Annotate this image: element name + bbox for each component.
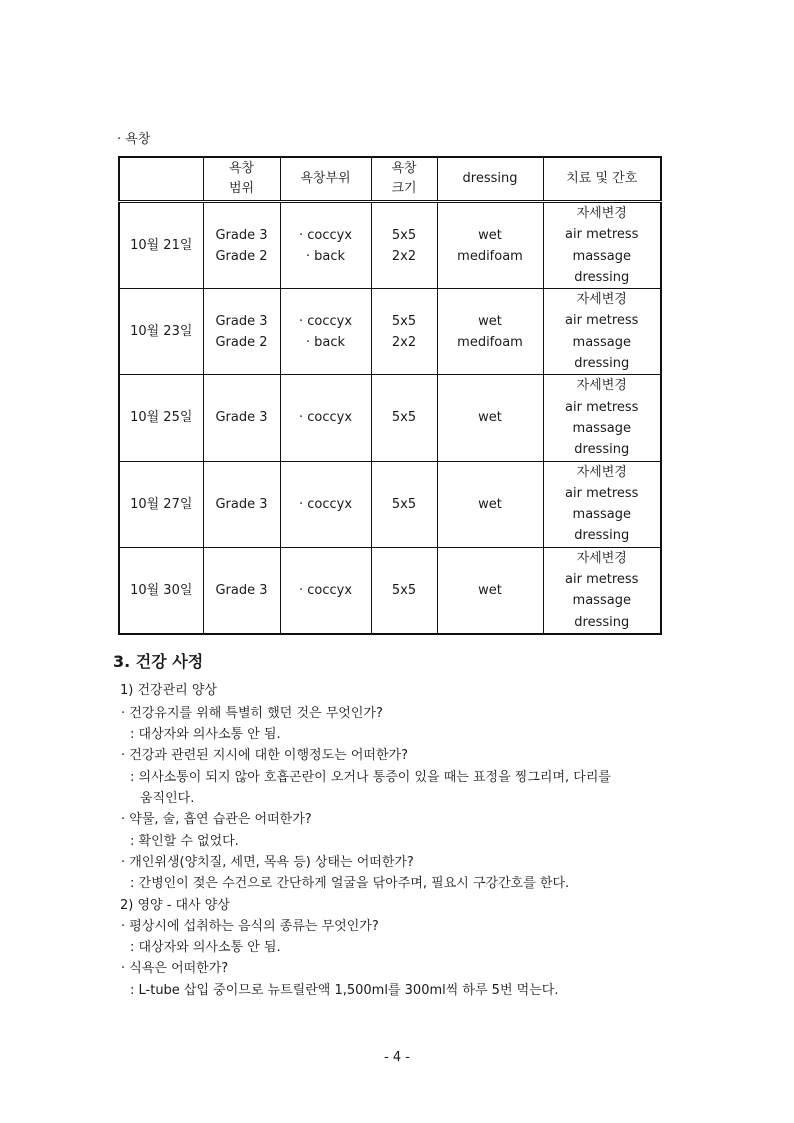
site-cell — [280, 202, 371, 289]
answer-4: : 간병인이 젖은 수건으로 간단하게 얼굴을 닦아주며, 필요시 구강간호를 한다. — [130, 876, 570, 891]
subheading-nutrition-metabolism: 2) 영양 - 대사 양상 — [120, 898, 230, 913]
care-line: air metress — [565, 313, 639, 329]
site-cell — [280, 461, 371, 547]
care-line: dressing — [574, 614, 630, 630]
page-number: - 4 - — [384, 1050, 410, 1065]
size-line: 5x5 — [391, 227, 417, 243]
size-cell — [371, 375, 437, 461]
care-line: massage — [572, 593, 631, 609]
question-4: · 개인위생(양치질, 세면, 목욕 등) 상태는 어떠한가? — [121, 855, 414, 870]
size-cell — [371, 202, 437, 289]
care-cell — [543, 461, 661, 547]
grade-line: Grade 2 — [215, 248, 268, 264]
size-cell — [371, 461, 437, 547]
care-cell — [543, 202, 661, 289]
table-row — [119, 461, 661, 547]
care-line: massage — [572, 334, 631, 350]
header-dressing: dressing — [437, 157, 543, 202]
dressing-cell — [437, 547, 543, 634]
care-line: dressing — [574, 356, 630, 372]
grade-line: Grade 3 — [215, 582, 268, 598]
grade-cell — [203, 547, 280, 634]
size-line: 5x5 — [391, 582, 417, 598]
dressing-line: wet — [478, 496, 502, 512]
subheading-health-management: 1) 건강관리 양상 — [120, 683, 217, 698]
header-range — [203, 157, 280, 202]
answer-1: : 대상자와 의사소통 안 됨. — [130, 727, 281, 742]
table-row — [119, 375, 661, 461]
size-line: 5x5 — [391, 410, 417, 426]
site-line: · coccyx — [298, 496, 353, 512]
care-line: 자세변경 — [576, 464, 627, 480]
date-cell: 10월 23일 — [119, 289, 203, 375]
dressing-line: wet — [478, 582, 502, 598]
answer-3: : 확인할 수 없었다. — [130, 834, 239, 849]
dressing-line: wet — [478, 313, 502, 329]
header-care: 치료 및 간호 — [543, 157, 661, 202]
grade-line: Grade 3 — [215, 410, 268, 426]
site-cell — [280, 375, 371, 461]
grade-line: Grade 3 — [215, 496, 268, 512]
header-range-line1: 욕창 — [228, 161, 255, 176]
question-1: · 건강유지를 위해 특별히 했던 것은 무엇인가? — [121, 706, 383, 721]
dressing-line: medifoam — [457, 334, 523, 350]
site-line: · back — [305, 248, 346, 264]
care-line: 자세변경 — [576, 378, 627, 394]
care-cell — [543, 547, 661, 634]
site-line: · coccyx — [298, 582, 353, 598]
grade-line: Grade 3 — [215, 227, 268, 243]
dressing-cell — [437, 202, 543, 289]
header-date — [119, 157, 203, 202]
care-line: dressing — [574, 269, 630, 285]
size-line: 2x2 — [391, 248, 417, 264]
size-line: 5x5 — [391, 496, 417, 512]
question-3: · 약물, 술, 흡연 습관은 어떠한가? — [121, 812, 312, 827]
answer-2-line1: : 의사소통이 되지 않아 호흡곤란이 오거나 통증이 있을 때는 표정을 찡그리며, 다리를 — [130, 770, 611, 785]
care-line: massage — [572, 248, 631, 264]
table-row — [119, 289, 661, 375]
dressing-cell — [437, 289, 543, 375]
care-line: dressing — [574, 442, 630, 458]
dressing-cell — [437, 461, 543, 547]
grade-cell — [203, 289, 280, 375]
header-site: 욕창부위 — [280, 157, 371, 202]
size-cell — [371, 547, 437, 634]
site-line: · coccyx — [298, 410, 353, 426]
care-line: dressing — [574, 528, 630, 544]
site-cell — [280, 547, 371, 634]
header-size-line1: 욕창 — [391, 161, 417, 176]
care-line: massage — [572, 420, 631, 436]
question-5: · 평상시에 섭취하는 음식의 종류는 무엇인가? — [121, 919, 379, 934]
section-label-pressure-ulcer: · 욕창 — [117, 132, 151, 147]
answer-2-line2: 움직인다. — [140, 791, 195, 806]
dressing-line: wet — [478, 227, 502, 243]
dressing-line: wet — [478, 410, 502, 426]
question-6: · 식욕은 어떠한가? — [121, 961, 229, 976]
grade-line: Grade 3 — [215, 313, 268, 329]
dressing-cell — [437, 375, 543, 461]
table-row — [119, 202, 661, 289]
date-cell: 10월 21일 — [119, 202, 203, 289]
care-line: 자세변경 — [576, 292, 627, 308]
table-header-row — [119, 157, 661, 202]
grade-cell — [203, 202, 280, 289]
date-cell: 10월 25일 — [119, 375, 203, 461]
size-cell — [371, 289, 437, 375]
care-line: air metress — [565, 227, 639, 243]
site-cell — [280, 289, 371, 375]
grade-line: Grade 2 — [215, 334, 268, 350]
care-line: air metress — [565, 572, 639, 588]
question-2: · 건강과 관련된 지시에 대한 이행정도는 어떠한가? — [121, 748, 408, 763]
header-size — [371, 157, 437, 202]
care-cell — [543, 289, 661, 375]
site-line: · back — [305, 334, 346, 350]
site-line: · coccyx — [298, 227, 353, 243]
care-line: air metress — [565, 485, 639, 501]
answer-5: : 대상자와 의사소통 안 됨. — [130, 940, 281, 955]
care-line: massage — [572, 507, 631, 523]
header-size-line2: 크기 — [391, 181, 417, 196]
health-assessment-title: 3. 건강 사정 — [113, 652, 204, 671]
care-line: 자세변경 — [576, 206, 627, 221]
header-range-line2: 범위 — [228, 181, 255, 196]
size-line: 2x2 — [391, 334, 417, 350]
table-row — [119, 547, 661, 634]
dressing-line: medifoam — [457, 248, 523, 264]
grade-cell — [203, 375, 280, 461]
site-line: · coccyx — [298, 313, 353, 329]
pressure-ulcer-table — [118, 156, 662, 635]
care-line: 자세변경 — [576, 550, 627, 566]
care-cell — [543, 375, 661, 461]
date-cell: 10월 27일 — [119, 461, 203, 547]
care-line: air metress — [565, 399, 639, 415]
date-cell: 10월 30일 — [119, 547, 203, 634]
answer-6: : L-tube 삽입 중이므로 뉴트릴란액 1,500ml를 300ml씩 하루 5번 먹는다. — [130, 983, 559, 998]
size-line: 5x5 — [391, 313, 417, 329]
grade-cell — [203, 461, 280, 547]
